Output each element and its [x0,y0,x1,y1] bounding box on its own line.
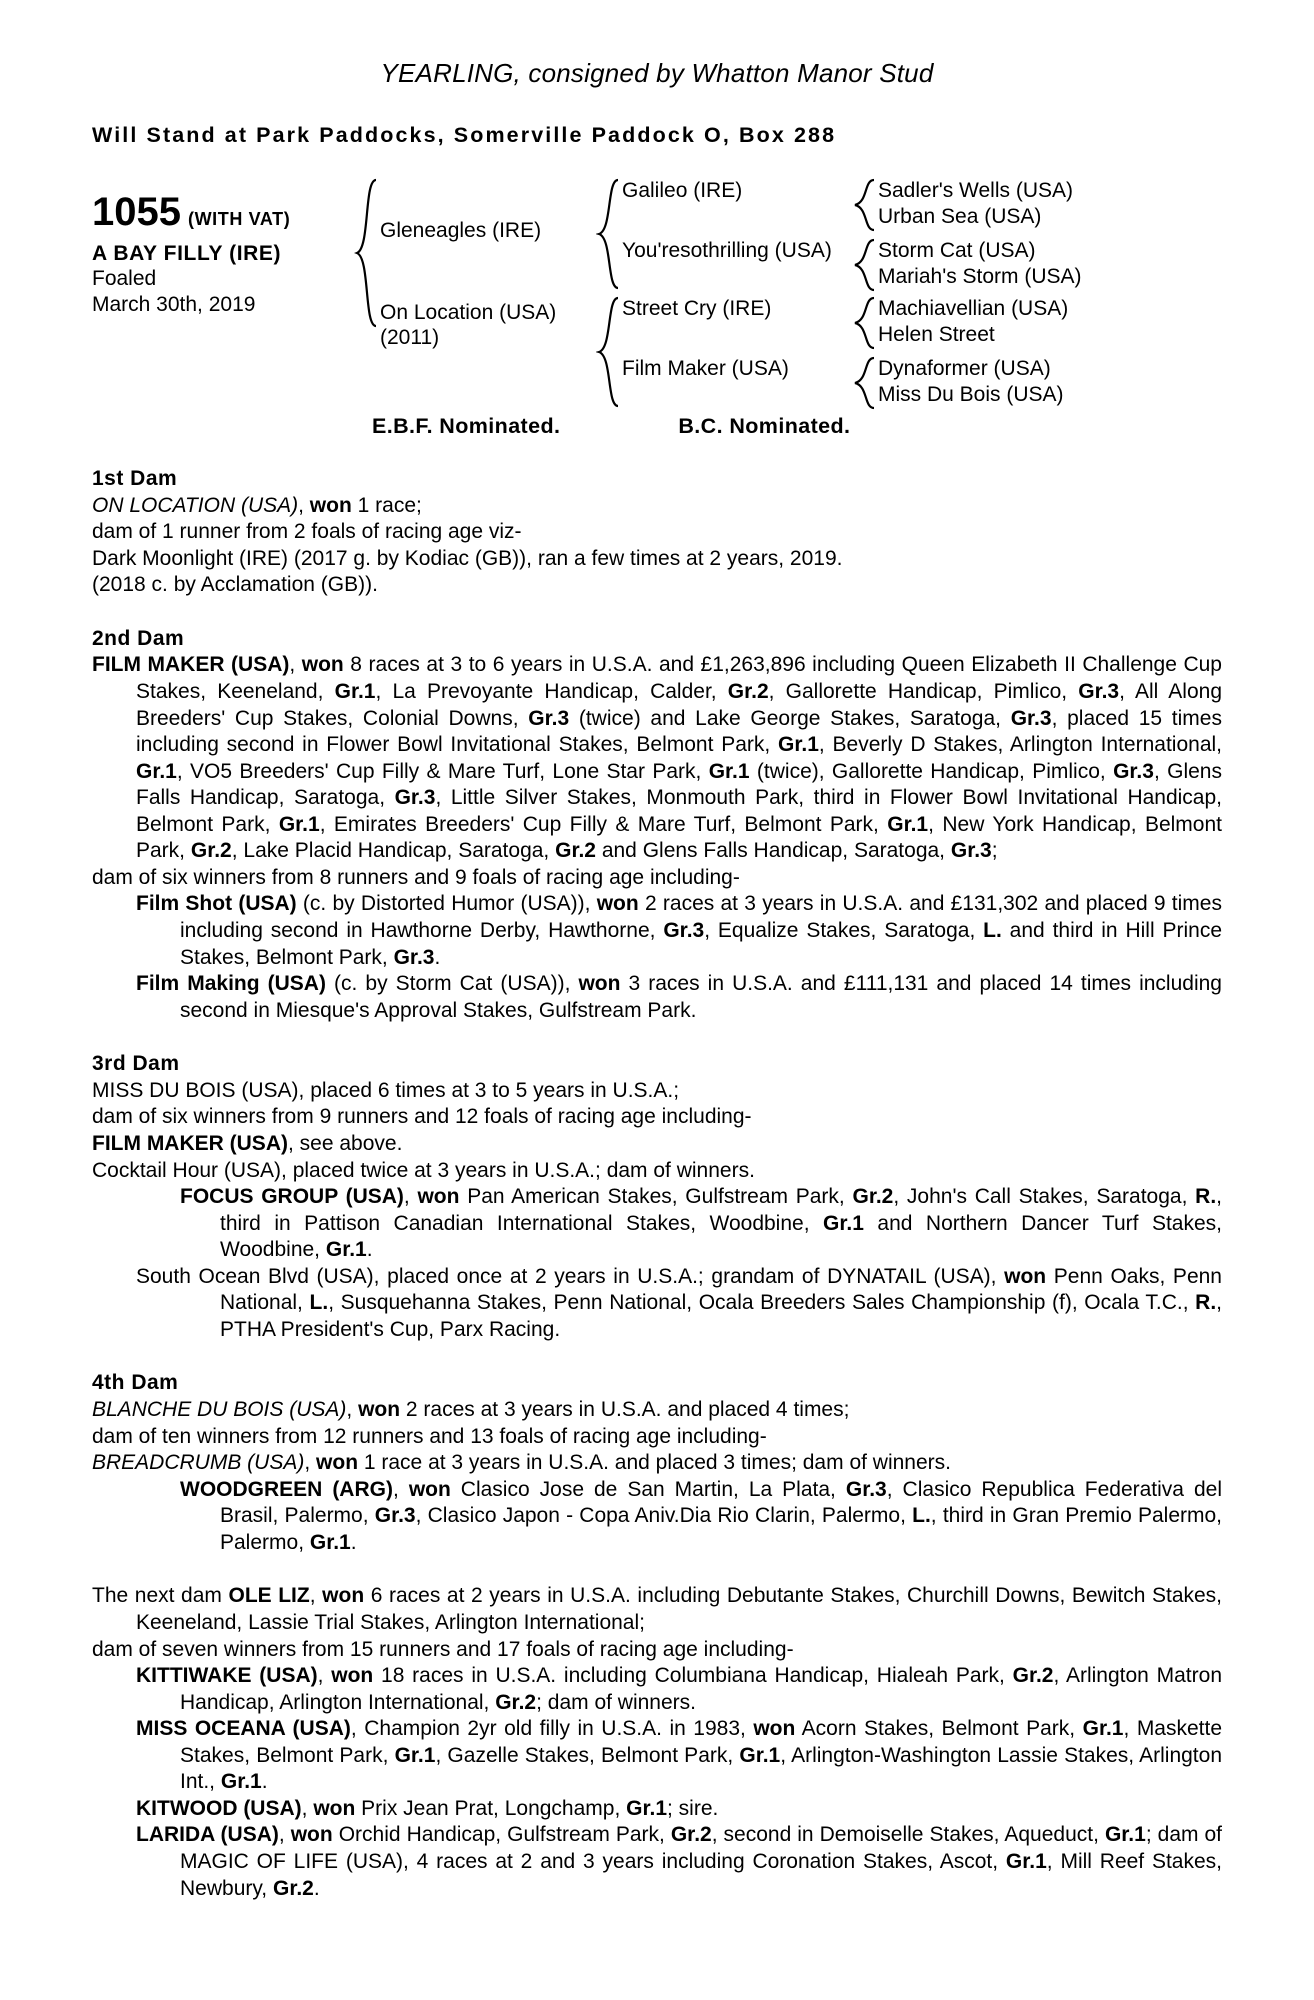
pedigree-block [92,178,1222,410]
lot-number: 1055 [92,190,181,234]
nominations-row [92,414,1222,439]
progeny-text: , placed twice at 3 years in U.S.A.; dam of winners. [281,1158,755,1182]
dam-dam-name: Film Maker (USA) [622,357,789,380]
sire-name: Gleneagles (IRE) [380,219,542,242]
progeny-text: , Champion 2yr old filly in U.S.A. in 1983, won Acorn Stakes, Belmont Park, Gr.1, Maskette Stakes, Belmont Park, Gr.1, Gazelle Stakes, Belmont Park, Gr.1, Arlington-Washington Lassie Stakes, Arlington Int., Gr.1. [180,1717,1223,1794]
lot-number-line [92,192,354,232]
progeny-name: BREADCRUMB (USA) [92,1451,305,1475]
next-dam-progeny-2 [92,1716,1222,1796]
progeny-text: , won Clasico Jose de San Martin, La Plata, Gr.3, Clasico Republica Federativa del Brasil, Palermo, Gr.3, Clasico Japon - Copa Aniv.Dia Rio Clarin, Palermo, L., third in Gran Premio Palermo, Palermo, Gr.1. [220,1477,1222,1554]
progeny-name: FOCUS GROUP (USA) [180,1185,404,1209]
ebf-nominated: E.B.F. Nominated. [372,414,561,438]
dam-year: (2011) [380,326,440,350]
next-dam-progeny-4 [92,1822,1222,1902]
progeny-text: , won 18 races in U.S.A. including Columbiana Handicap, Hialeah Park, Gr.2, Arlington Matron Handicap, Arlington International, Gr.2; dam of winners. [180,1664,1222,1714]
next-dam-pre: The next dam [92,1584,229,1608]
progeny-name: Cocktail Hour (USA) [92,1158,282,1182]
progeny-name: KITWOOD (USA) [136,1796,302,1820]
standing-location-line: Will Stand at Park Paddocks, Somerville Paddock O, Box 288 [92,123,837,147]
sire-dam-parents [878,238,1128,289]
progeny-name: Film Making (USA) [136,972,326,996]
next-dam-damof: dam of seven winners from 15 runners and 17 foals of racing age including- [92,1637,794,1661]
sire-dam-group [622,238,1128,292]
pedigree-brace-dam-dam [852,356,878,410]
pedigree-gen2 [380,178,596,351]
second-dam-body [92,652,1222,865]
progeny-text: , won 1 race at 3 years in U.S.A. and placed 3 times; dam of winners. [304,1451,951,1475]
progeny-name: Film Shot (USA) [136,892,297,916]
second-dam-name: FILM MAKER (USA) [92,653,290,677]
progeny-text: , placed once at 2 years in U.S.A.; grandam of DYNATAIL (USA), won Penn Oaks, Penn National, L., Susquehanna Stakes, Penn National, Ocala Breeders Sales Championship (f), Ocala T.C., R., PTHA President's Cup, Parx Racing. [220,1264,1223,1341]
progeny-text: (c. by Distorted Humor (USA)), won 2 races at 3 years in U.S.A. and £131,302 and placed 9 times including second in Hawthorne Derby, Hawthorne, Gr.3, Equalize Stakes, Saratoga, L. and third in Hill Prince Stakes, Belmont Park, Gr.3. [180,892,1223,969]
dam-dam-parents [878,356,1128,407]
pedigree-brace-sire [596,178,622,292]
next-dam-intro [92,1583,1222,1636]
second-dam-text: won 8 races at 3 to 6 years in U.S.A. and £1,263,896 including Queen Elizabeth II Challenge Cup Stakes, Keeneland, Gr.1, La Prevoyante Handicap, Calder, Gr.2, Gallorette Handicap, Pimlico, Gr.3, All Along Breeders' Cup Stakes, Colonial Downs, Gr.3 (twice) and Lake George Stakes, Saratoga, Gr.3, placed 15 times including second in Flower Bowl Invitational Stakes, Belmont Park, Gr.1, Beverly D Stakes, Arlington International, Gr.1, VO5 Breeders' Cup Filly & Mare Turf, Lone Star Park, Gr.1 (twice), Gallorette Handicap, Pimlico, Gr.3, Glens Falls Handicap, Saratoga, Gr.3, Little Silver Stakes, Monmouth Park, third in Flower Bowl Invitational Handicap, Belmont Park, Gr.1, Emirates Breeders' Cup Filly & Mare Turf, Belmont Park, Gr.1, New York Handicap, Belmont Park, Gr.2, Lake Placid Handicap, Saratoga, Gr.2 and Glens Falls Handicap, Saratoga, Gr.3; [136,653,1223,863]
first-dam-progeny-1: Dark Moonlight (IRE) (2017 g. by Kodiac (GB)), ran a few times at 2 years, 2019. [92,546,843,570]
sire-sire-dam-name: Urban Sea (USA) [878,204,1042,228]
next-dam-name: OLE LIZ [228,1584,310,1608]
sire-sire-sire-name: Sadler's Wells (USA) [878,179,1073,202]
lot-vat-note: (WITH VAT) [187,209,291,229]
pedigree-brace-dam-sire [852,296,878,350]
first-dam-heading: 1st Dam [92,467,178,490]
section-2nd-dam [92,626,1222,1024]
fourth-dam-text: 2 races at 3 years in U.S.A. and placed 4 times; [400,1398,850,1421]
second-dam-progeny-1 [92,891,1222,971]
next-dam-progeny-1 [92,1663,1222,1716]
first-dam-progeny-2: (2018 c. by Acclamation (GB)). [92,573,378,597]
sire-parents-group [596,178,1128,292]
dam-name: On Location (USA) [380,300,557,324]
fourth-dam-heading: 4th Dam [92,1371,179,1395]
fourth-dam-body [92,1397,1222,1424]
progeny-name: KITTIWAKE (USA) [136,1664,318,1688]
sire-sire-parents [878,178,1128,229]
pedigree-gen34 [596,178,1128,410]
fourth-dam-progeny-1 [92,1450,1222,1477]
third-dam-progeny-1 [92,1131,1222,1158]
dam-dam-dam-name: Miss Du Bois (USA) [878,382,1064,406]
first-dam-line [92,493,1222,520]
progeny-name: MISS OCEANA (USA) [136,1717,351,1741]
progeny-text: , won Orchid Handicap, Gulfstream Park, Gr.2, second in Demoiselle Stakes, Aqueduct, Gr.1; dam of MAGIC OF LIFE (USA), 4 races at 2 and 3 years including Coronation Stakes, Ascot, Gr.1, Mill Reef Stakes, Newbury, Gr.2. [180,1823,1223,1900]
dam-parents-group [596,296,1128,410]
sire-dam-sire-name: Storm Cat (USA) [878,239,1036,262]
consignor-line: YEARLING, consigned by Whatton Manor Stud [380,58,934,88]
second-dam-damof: dam of six winners from 8 runners and 9 foals of racing age including- [92,865,740,889]
section-3rd-dam [92,1051,1222,1343]
sire-sire-group [622,178,1128,232]
fourth-dam-name: BLANCHE DU BOIS (USA) [92,1398,347,1421]
sire-dam-name: You'resothrilling (USA) [622,239,832,262]
second-dam-heading: 2nd Dam [92,626,185,650]
third-dam-progeny-2 [92,1158,1222,1185]
fourth-dam-progeny-2 [92,1477,1222,1557]
third-dam-body [92,1078,1222,1105]
sire-dam-dam-name: Mariah's Storm (USA) [878,264,1082,288]
sire-sire-name: Galileo (IRE) [622,179,743,202]
first-dam-name: ON LOCATION (USA) [92,493,299,517]
third-dam-name: MISS DU BOIS (USA) [92,1078,299,1102]
progeny-name: WOODGREEN (ARG) [180,1477,393,1501]
dam-sire-parents [878,296,1128,347]
next-dam-progeny-3 [92,1796,1222,1823]
progeny-text: , won Pan American Stakes, Gulfstream Park, Gr.2, John's Call Stakes, Saratoga, R., third in Pattison Canadian International Stakes, Woodbine, Gr.1 and Northern Dancer Turf Stakes, Woodbine, Gr.1. [220,1185,1222,1262]
first-dam-sep: , [298,493,310,517]
second-dam-progeny-2 [92,971,1222,1024]
dam-sire-dam-name: Helen Street [878,322,995,346]
dam-dam-sire-name: Dynaformer (USA) [878,357,1051,380]
pedigree-brace-sire-sire [852,178,878,232]
bc-nominated: B.C. Nominated. [678,414,851,438]
lot-details [92,178,354,319]
dam-dam-group [622,356,1128,410]
section-1st-dam [92,466,1222,599]
progeny-name: LARIDA (USA) [136,1823,279,1847]
pedigree-brace-outer [354,178,380,410]
fourth-dam-damof: dam of ten winners from 12 runners and 13 foals of racing age including- [92,1424,767,1448]
lot-description: A BAY FILLY (IRE) [92,242,282,265]
progeny-name: FILM MAKER (USA) [92,1131,288,1155]
section-next-dam [92,1583,1222,1902]
fourth-dam-won: won [358,1398,401,1421]
next-dam-post: , won 6 races at 2 years in U.S.A. including Debutante Stakes, Churchill Downs, Bewitch Stakes, Keeneland, Lassie Trial Stakes, Arlington International; [136,1584,1223,1634]
pedigree-brace-sire-dam [852,238,878,292]
progeny-text: , see above. [287,1131,403,1155]
lot-foaled-label: Foaled [92,267,157,290]
fourth-dam-sep: , [346,1398,359,1421]
first-dam-damof: dam of 1 runner from 2 foals of racing age viz- [92,520,522,544]
dam-sire-sire-name: Machiavellian (USA) [878,297,1069,320]
third-dam-damof: dam of six winners from 9 runners and 12 foals of racing age including- [92,1105,752,1129]
first-dam-won: won [309,493,352,517]
dam-sire-group [622,296,1128,350]
progeny-name: South Ocean Blvd (USA) [136,1264,374,1288]
section-4th-dam [92,1370,1222,1556]
third-dam-text: , placed 6 times at 3 to 5 years in U.S.A.; [298,1078,680,1102]
lot-foaled-date: March 30th, 2019 [92,293,256,317]
progeny-text: (c. by Storm Cat (USA)), won 3 races in U.S.A. and £111,131 and placed 14 times including second in Miesque's Approval Stakes, Gulfstream Park. [180,972,1222,1022]
progeny-text: , won Prix Jean Prat, Longchamp, Gr.1; sire. [301,1796,719,1820]
third-dam-heading: 3rd Dam [92,1052,180,1076]
second-dam-sep: , [289,653,302,677]
dam-sire-name: Street Cry (IRE) [622,297,772,320]
third-dam-progeny-3 [92,1184,1222,1264]
first-dam-races: 1 race; [351,493,422,517]
pedigree-brace-dam [596,296,622,410]
third-dam-progeny-4 [92,1264,1222,1344]
